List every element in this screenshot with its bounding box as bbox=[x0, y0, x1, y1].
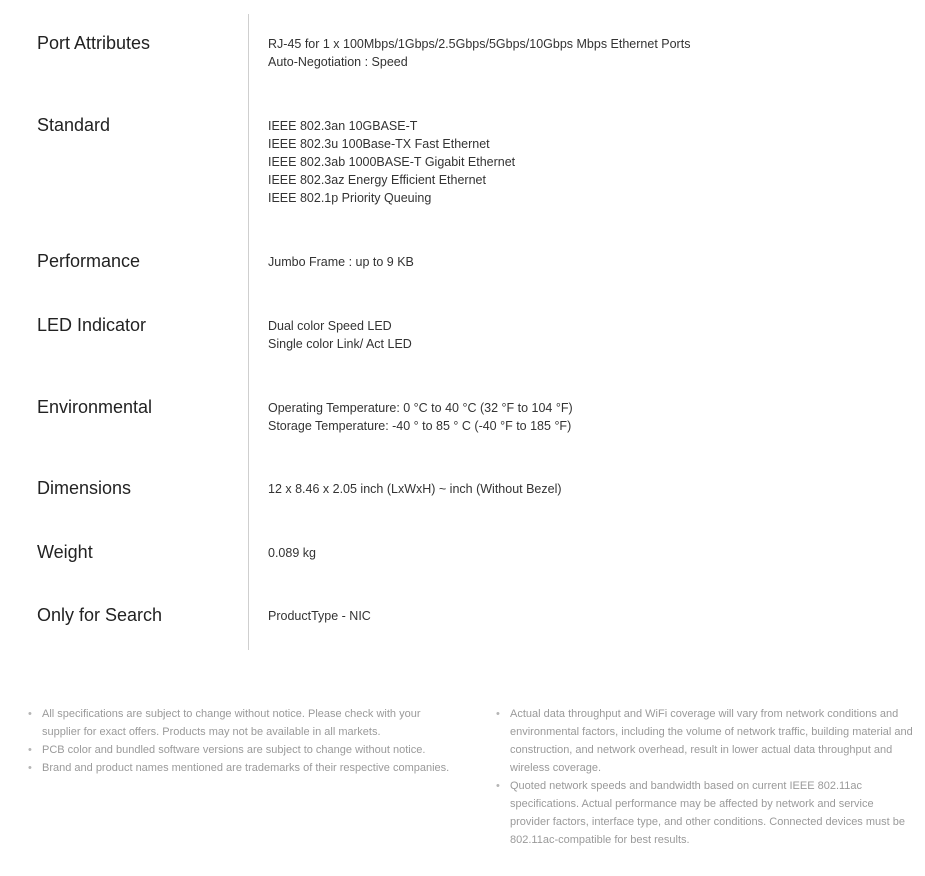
spec-value: IEEE 802.3az Energy Efficient Ethernet bbox=[268, 173, 486, 187]
spec-value: IEEE 802.1p Priority Queuing bbox=[268, 191, 432, 205]
disclaimer-notes-right bbox=[496, 705, 916, 849]
spec-label: LED Indicator bbox=[37, 315, 147, 335]
spec-values bbox=[268, 317, 412, 353]
spec-values bbox=[268, 35, 690, 71]
spec-value: Operating Temperature: 0 °C to 40 °C (32 °F to 104 °F) bbox=[268, 401, 573, 415]
spec-value: Single color Link/ Act LED bbox=[268, 337, 412, 351]
spec-value: IEEE 802.3u 100Base-TX Fast Ethernet bbox=[268, 137, 490, 151]
spec-values bbox=[268, 607, 371, 625]
column-divider bbox=[248, 14, 249, 650]
spec-label: Standard bbox=[37, 115, 111, 135]
spec-value: ProductType - NIC bbox=[268, 609, 371, 623]
spec-label: Only for Search bbox=[37, 605, 163, 625]
spec-label: Port Attributes bbox=[37, 33, 151, 53]
disclaimer-notes-left bbox=[28, 705, 458, 777]
spec-values bbox=[268, 544, 316, 562]
spec-value: Dual color Speed LED bbox=[268, 319, 392, 333]
spec-value: 12 x 8.46 x 2.05 inch (LxWxH) ~ inch (Without Bezel) bbox=[268, 482, 562, 496]
spec-values bbox=[268, 480, 562, 498]
spec-values bbox=[268, 117, 515, 207]
disclaimer-item: • Actual data throughput and WiFi coverage will vary from network conditions and environmental factors, including the volume of network traffic, building material and construction, and network overhead, result in lower actual data throughput and wireless coverage. bbox=[496, 705, 916, 777]
spec-value: Auto-Negotiation : Speed bbox=[268, 55, 408, 69]
spec-values bbox=[268, 253, 414, 271]
spec-label: Environmental bbox=[37, 397, 153, 417]
spec-label: Weight bbox=[37, 542, 93, 562]
disclaimer-item: • Brand and product names mentioned are trademarks of their respective companies. bbox=[28, 759, 458, 777]
spec-value: 0.089 kg bbox=[268, 546, 316, 560]
disclaimer-item: • PCB color and bundled software versions are subject to change without notice. bbox=[28, 741, 458, 759]
disclaimer-item: • All specifications are subject to change without notice. Please check with your supplier for exact offers. Products may not be available in all markets. bbox=[28, 705, 458, 741]
spec-label: Dimensions bbox=[37, 478, 132, 498]
spec-value: IEEE 802.3an 10GBASE-T bbox=[268, 119, 418, 133]
disclaimer-item: • Quoted network speeds and bandwidth based on current IEEE 802.11ac specifications. Actual performance may be affected by network and service provider factors, interface type, and other conditions. Connected devices must be 802.11ac-compatible for best results. bbox=[496, 777, 916, 849]
spec-value: Storage Temperature: -40 ° to 85 ° C (-40 °F to 185 °F) bbox=[268, 419, 572, 433]
spec-values bbox=[268, 399, 573, 435]
spec-label: Performance bbox=[37, 251, 141, 271]
spec-value: Jumbo Frame : up to 9 KB bbox=[268, 255, 414, 269]
spec-value: IEEE 802.3ab 1000BASE-T Gigabit Ethernet bbox=[268, 155, 516, 169]
spec-value: RJ-45 for 1 x 100Mbps/1Gbps/2.5Gbps/5Gbps/10Gbps Mbps Ethernet Ports bbox=[268, 37, 691, 51]
